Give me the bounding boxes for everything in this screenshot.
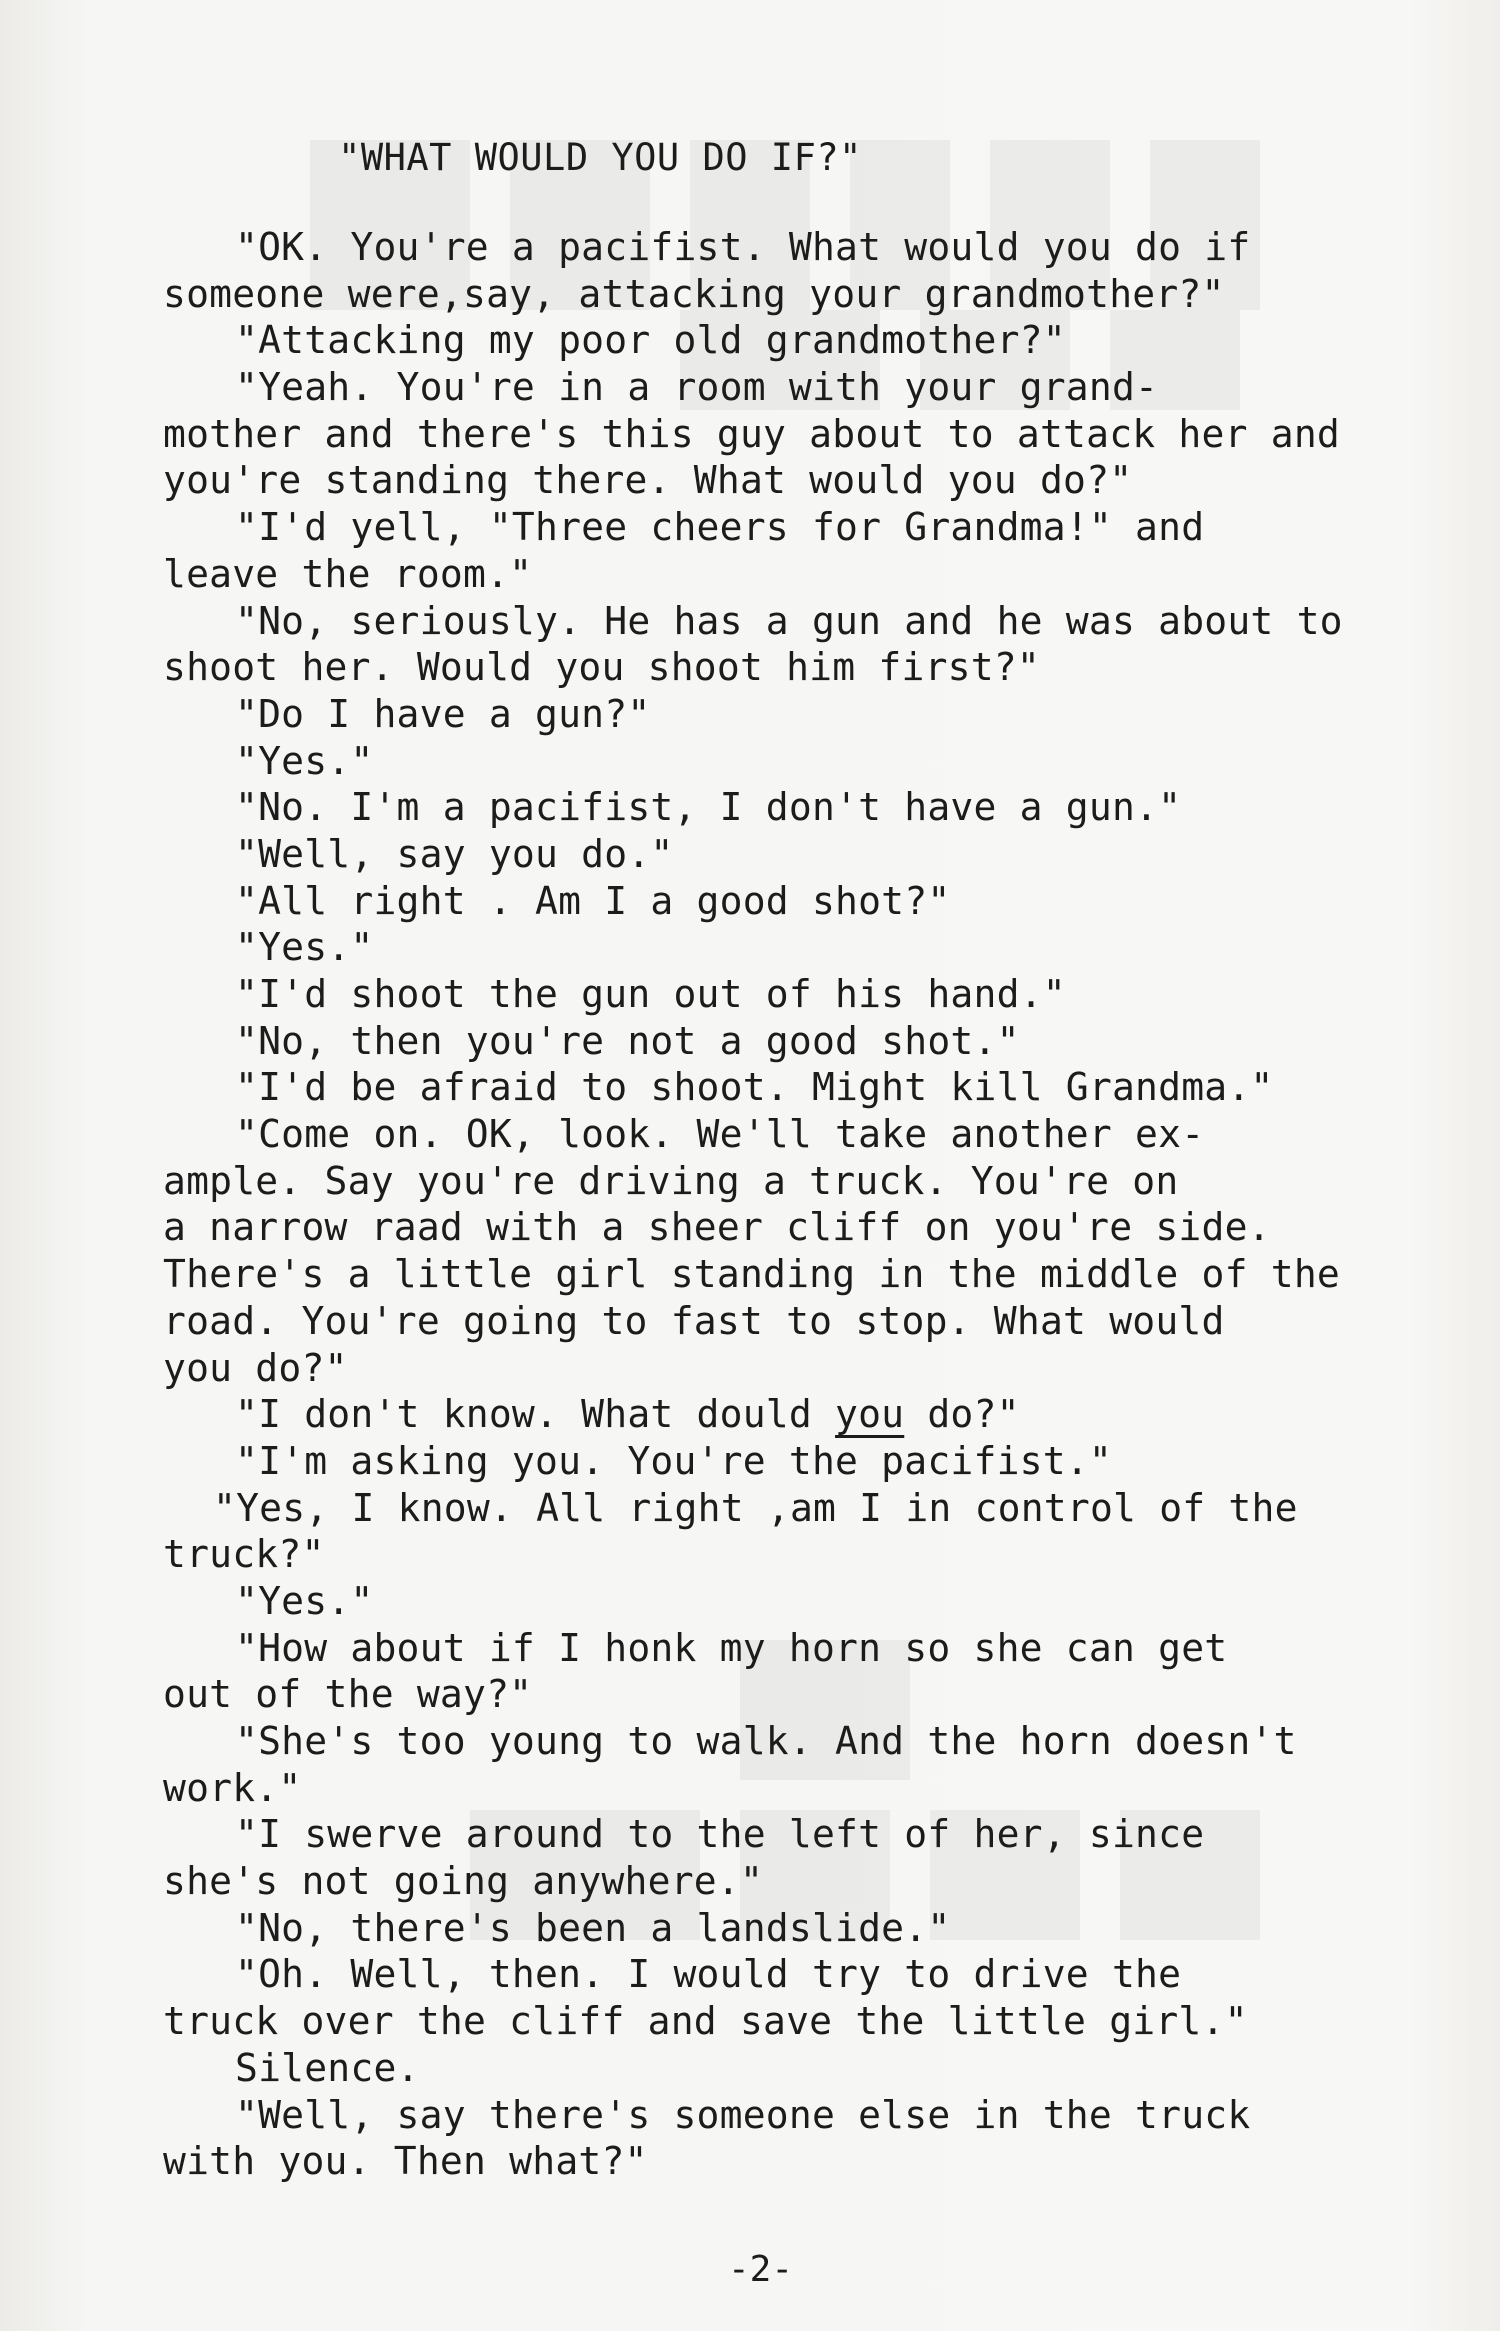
text-line: "I'd yell, "Three cheers for Grandma!" and (235, 505, 1205, 550)
text-line: "I'm asking you. You're the pacifist." (235, 1438, 1112, 1483)
text-line: "OK. You're a pacifist. What would you do if (235, 225, 1251, 269)
page-number: -2- (728, 2249, 794, 2290)
document-title: "WHAT WOULD YOU DO IF?" (338, 136, 862, 179)
text-line: There's a little girl standing in the middle of the (163, 1252, 1340, 1297)
text-line: shoot her. Would you shoot him first?" (163, 645, 1040, 690)
text-line: "How about if I honk my horn so she can get (235, 1625, 1228, 1670)
text-line: "No, then you're not a good shot." (235, 1018, 1020, 1063)
text-line: "Yeah. You're in a room with your grand- (235, 365, 1159, 410)
text-line: mother and there's this guy about to attack her and (163, 411, 1340, 456)
text-line: work." (163, 1765, 302, 1810)
text-line: truck over the cliff and save the little girl." (163, 1999, 1248, 2044)
text-line: ample. Say you're driving a truck. You're on (163, 1158, 1179, 1203)
text-line: out of the way?" (163, 1672, 533, 1717)
text-line: she's not going anywhere." (163, 1859, 764, 1904)
text-line: a narrow raad with a sheer cliff on you're side. (163, 1205, 1271, 1250)
text-line: truck?" (163, 1532, 325, 1577)
text-line: "I don't know. What dould you do?" (235, 1392, 1020, 1437)
text-line: "She's too young to walk. And the horn doesn't (235, 1719, 1297, 1763)
text-line: "Yes, I know. All right ,am I in control of the (213, 1485, 1298, 1530)
underlined-word: you (835, 1392, 905, 1437)
text-line: road. You're going to fast to stop. What would (163, 1298, 1225, 1343)
text-line: someone were,say, attacking your grandmother?" (163, 271, 1225, 316)
text-line: you're standing there. What would you do?" (163, 458, 1133, 503)
text-line: you do?" (163, 1345, 348, 1390)
text-line: "Well, say there's someone else in the truck (235, 2092, 1251, 2137)
text-line: "Attacking my poor old grandmother?" (235, 318, 1066, 363)
dialogue-body (163, 224, 1363, 2185)
text-line: "I'd be afraid to shoot. Might kill Grandma." (235, 1065, 1274, 1110)
text-line: with you. Then what?" (163, 2139, 648, 2184)
text-line: Silence. (235, 2045, 420, 2090)
text-line: "I'd shoot the gun out of his hand." (235, 972, 1066, 1016)
text-line: "No, seriously. He has a gun and he was about to (235, 598, 1343, 643)
text-line: "Oh. Well, then. I would try to drive the (235, 1952, 1182, 1997)
text-line: "I swerve around to the left of her, since (235, 1812, 1205, 1857)
text-line: "No. I'm a pacifist, I don't have a gun." (235, 785, 1182, 830)
text-line: leave the room." (163, 551, 533, 596)
text-line: "Do I have a gun?" (235, 691, 651, 736)
text-line: "Yes." (235, 925, 374, 970)
text-line: "Come on. OK, look. We'll take another ex- (235, 1112, 1205, 1157)
text-line: "Yes." (235, 1578, 374, 1623)
text-line: "All right . Am I a good shot?" (235, 878, 951, 923)
text-line: "No, there's been a landslide." (235, 1905, 951, 1950)
text-line: "Yes." (235, 738, 374, 783)
text-line: "Well, say you do." (235, 831, 674, 876)
